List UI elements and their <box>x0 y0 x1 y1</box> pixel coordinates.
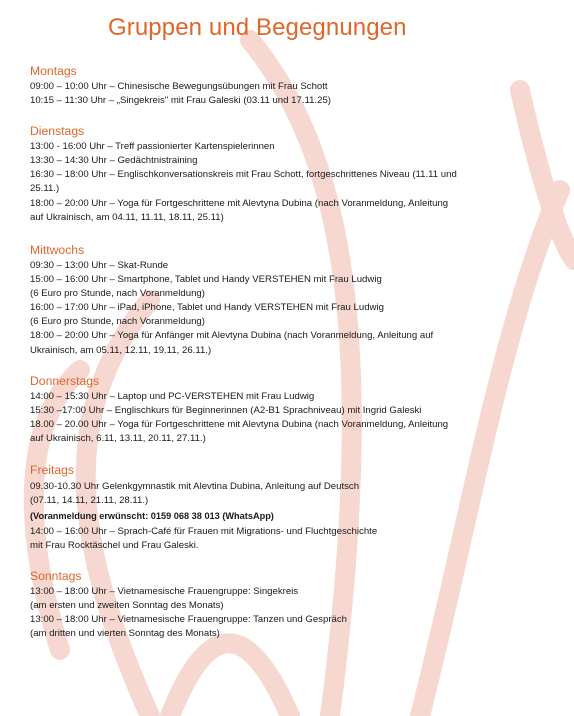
day-heading-sonntags: Sonntags <box>30 569 82 583</box>
schedule-line: auf Ukrainisch, 6.11, 13.11, 20.11, 27.11.) <box>30 433 206 444</box>
schedule-line: (6 Euro pro Stunde, nach Voranmeldung) <box>30 288 205 299</box>
schedule-line: 10:15 – 11:30 Uhr – „Singekreis" mit Frau Galeski (03.11 und 17.11.25) <box>30 95 331 106</box>
schedule-line: 14:00 – 15:30 Uhr – Laptop und PC-VERSTEHEN mit Frau Ludwig <box>30 391 315 402</box>
schedule-line: 18:00 – 20:00 Uhr – Yoga für Anfänger mit Alevtyna Dubina (nach Voranmeldung, Anleitung auf <box>30 330 434 341</box>
schedule-line: 13:30 – 14:30 Uhr – Gedächtnistraining <box>30 155 198 166</box>
schedule-line: auf Ukrainisch, am 04.11, 11.11, 18.11, 25.11) <box>30 212 224 223</box>
day-heading-mittwochs: Mittwochs <box>30 243 85 257</box>
schedule-line: (07.11, 14.11, 21.11, 28.11.) <box>30 495 149 506</box>
schedule-line: 15:30 –17:00 Uhr – Englischkurs für Beginnerinnen (A2-B1 Sprachniveau) mit Ingrid Galeski <box>30 405 422 416</box>
schedule-line: 15:00 – 16:00 Uhr – Smartphone, Tablet und Handy VERSTEHEN mit Frau Ludwig <box>30 274 382 285</box>
schedule-line: 13:00 – 18:00 Uhr – Vietnamesische Frauengruppe: Tanzen und Gespräch <box>30 614 347 625</box>
day-heading-montags: Montags <box>30 64 77 78</box>
schedule-line: 13:00 – 18:00 Uhr – Vietnamesische Frauengruppe: Singekreis <box>30 586 299 597</box>
schedule-line: 09:30 – 13:00 Uhr – Skat-Runde <box>30 260 169 271</box>
schedule-line: 16:00 – 17:00 Uhr – iPad, iPhone, Tablet und Handy VERSTEHEN mit Frau Ludwig <box>30 302 384 313</box>
schedule-line: (6 Euro pro Stunde, nach Voranmeldung) <box>30 316 205 327</box>
schedule-line: 09.30-10.30 Uhr Gelenkgymnastik mit Alevtina Dubina, Anleitung auf Deutsch <box>30 481 360 492</box>
schedule-line: (am ersten und zweiten Sonntag des Monats) <box>30 600 224 611</box>
schedule-line: 18:00 – 20:00 Uhr – Yoga für Fortgeschrittene mit Alevtyna Dubina (nach Voranmeldung, Anleitung <box>30 198 449 209</box>
day-heading-freitags: Freitags <box>30 463 75 477</box>
schedule-line: 13:00 - 16:00 Uhr – Treff passionierter Kartenspielerinnen <box>30 141 275 152</box>
schedule-line: mit Frau Rocktäschel und Frau Galeski. <box>30 540 199 551</box>
day-heading-dienstags: Dienstags <box>30 124 85 138</box>
schedule-line: Ukrainisch, am 05.11, 12.11, 19.11, 26.11.) <box>30 345 212 356</box>
schedule-line: (am dritten und vierten Sonntag des Monats) <box>30 628 220 639</box>
page-title: Gruppen und Begegnungen <box>108 14 407 41</box>
schedule-line: 14:00 – 16:00 Uhr – Sprach-Café für Frauen mit Migrations- und Fluchtgeschichte <box>30 526 378 537</box>
day-heading-donnerstags: Donnerstags <box>30 374 100 388</box>
schedule-line-registration: (Voranmeldung erwünscht: 0159 068 38 013 (WhatsApp) <box>30 511 274 521</box>
schedule-line: 09:00 – 10:00 Uhr – Chinesische Bewegungsübungen mit Frau Schott <box>30 81 328 92</box>
schedule-line: 18.00 – 20.00 Uhr – Yoga für Fortgeschrittene mit Alevtyna Dubina (nach Voranmeldung, Anleitung <box>30 419 449 430</box>
schedule-line: 16:30 – 18:00 Uhr – Englischkonversationskreis mit Frau Schott, fortgeschrittenes Niveau (11.11 und <box>30 169 457 180</box>
schedule-line: 25.11.) <box>30 183 60 194</box>
